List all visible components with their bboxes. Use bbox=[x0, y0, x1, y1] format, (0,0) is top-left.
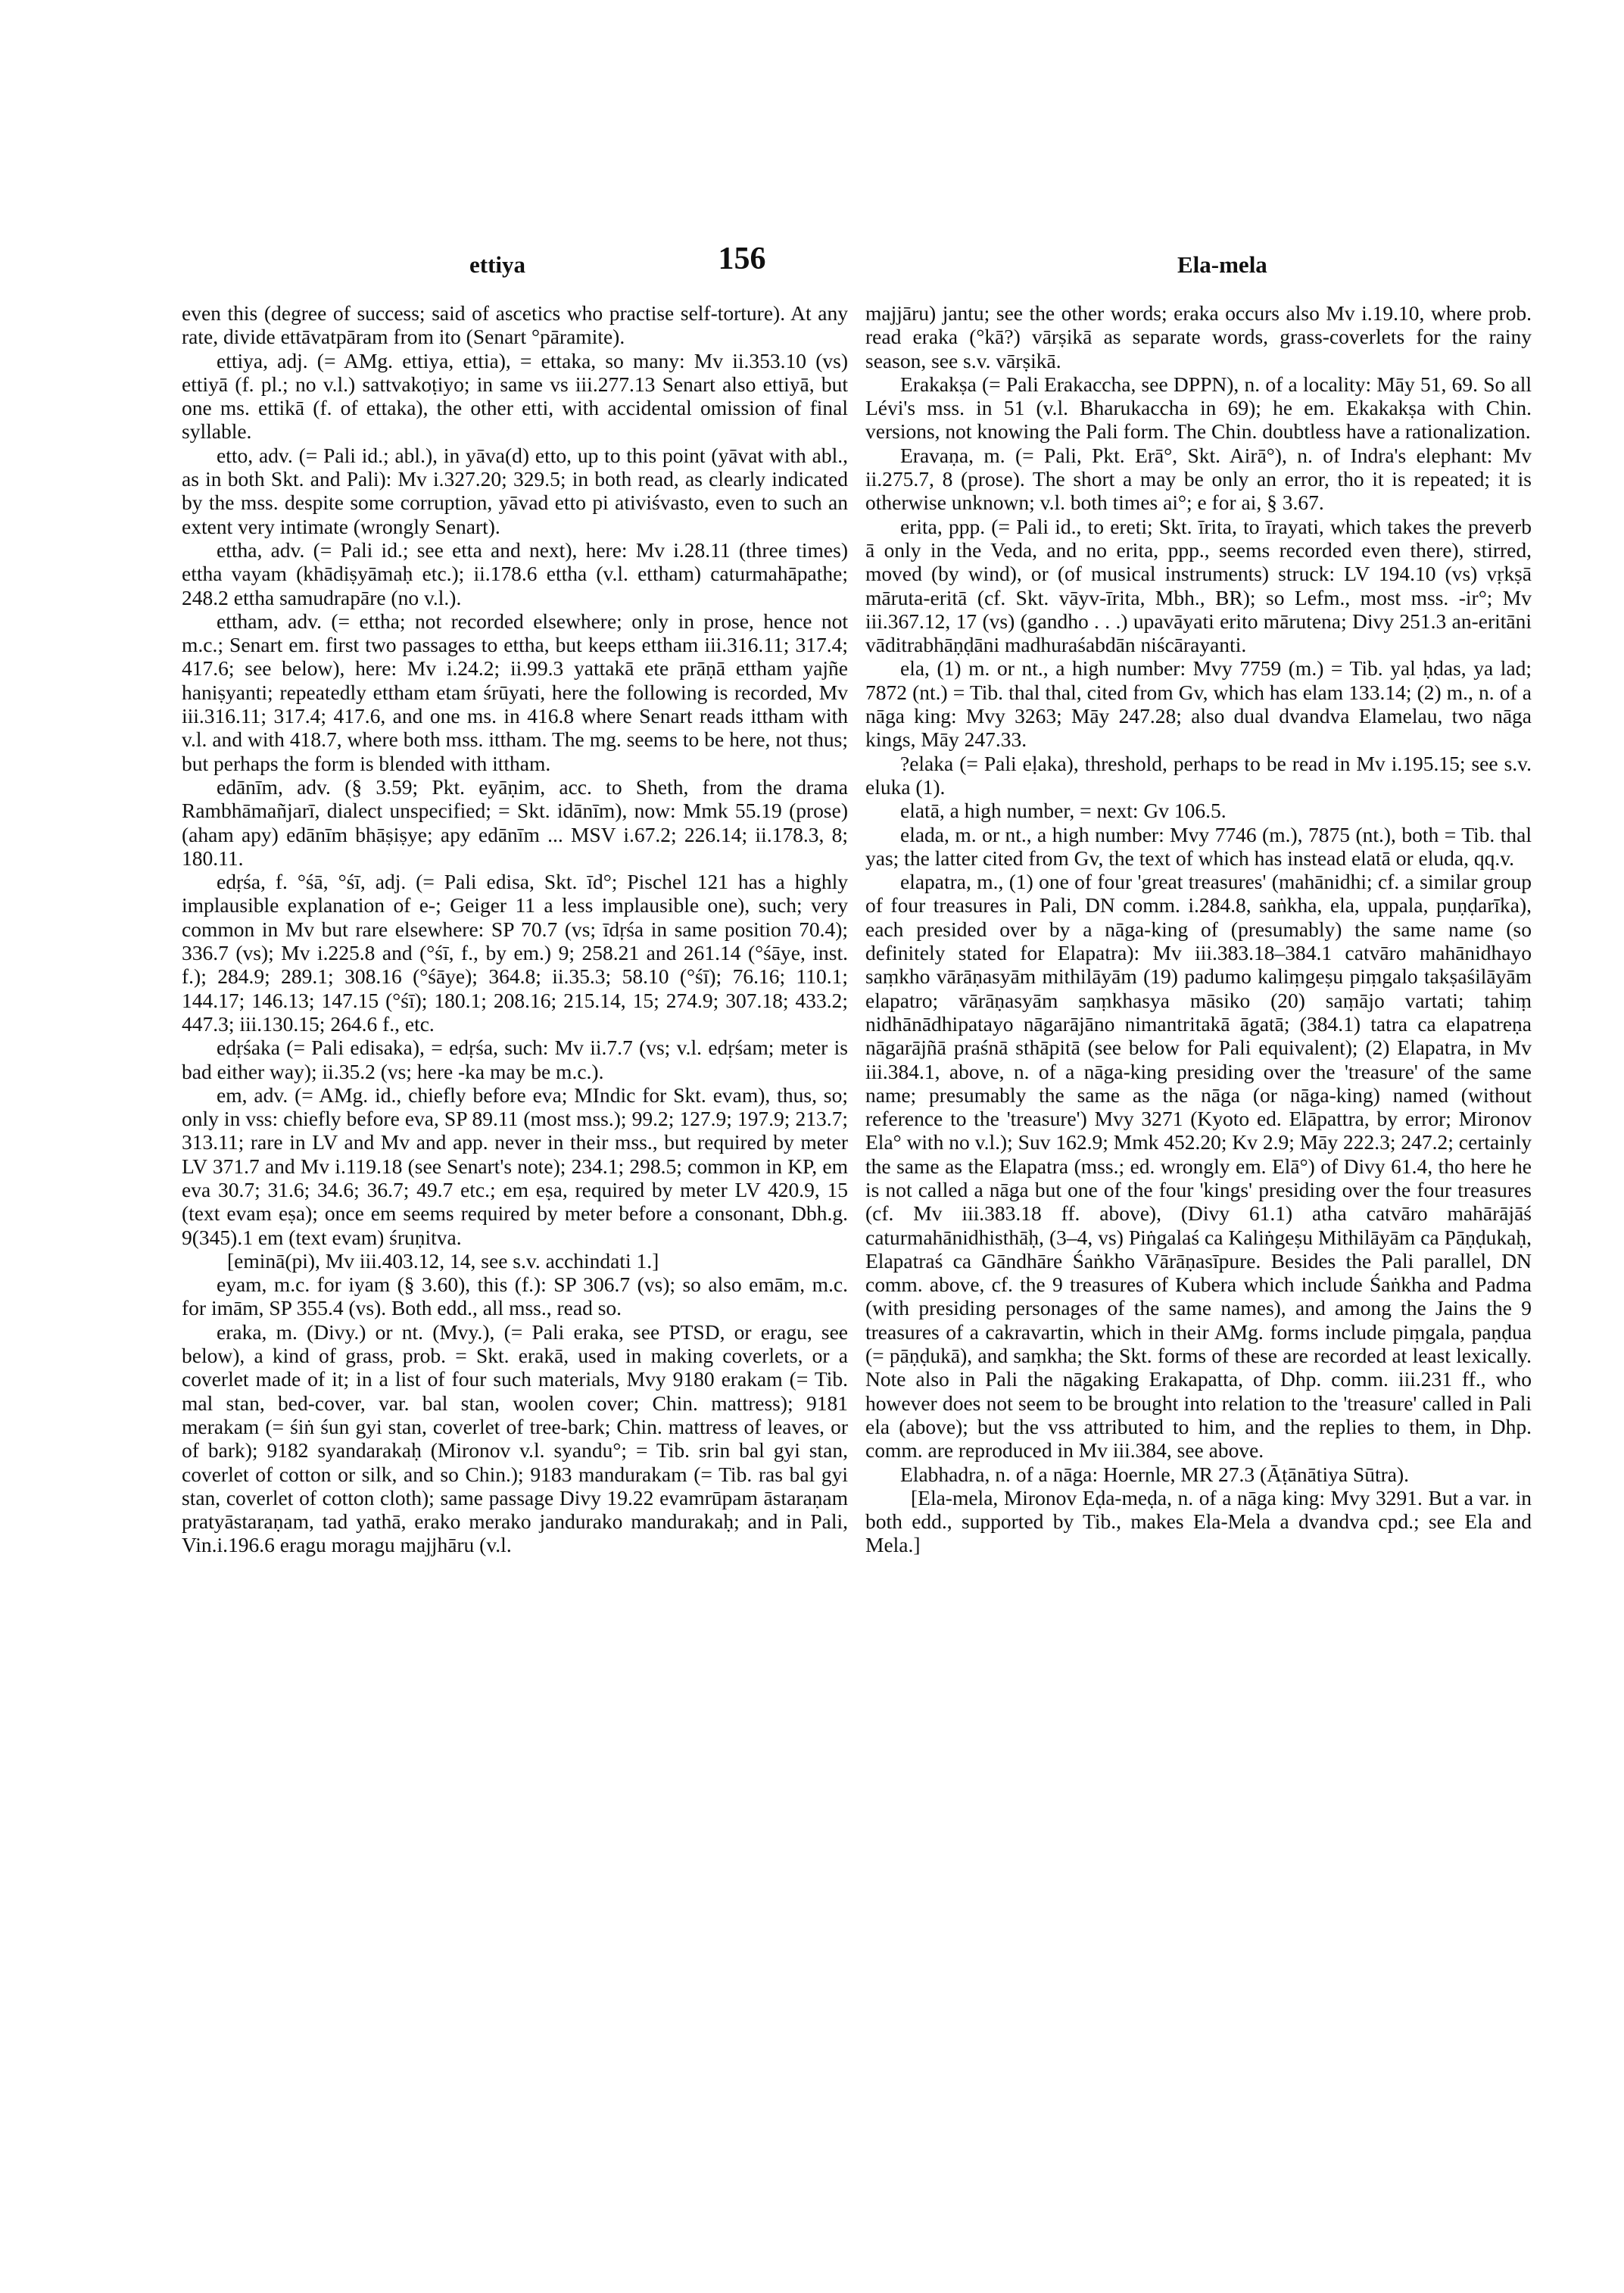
header-right-guideword: Ela-mela bbox=[1177, 251, 1267, 278]
entry-ela: ela, (1) m. or nt., a high number: Mvy 7759 (m.) = Tib. yal ḥdas, ya lad; 7872 (nt.) = Tib. thal thal, cited from Gv, which has elam 133.14; (2) m., n. of a nāga king: Mvy 3263; Māy 247.28; also dual dvandva Elamelau, two nāga kings, Māy 247.33. bbox=[865, 656, 1532, 752]
entry-elabhadra: Elabhadra, n. of a nāga: Hoernle, MR 27.3 (Āṭānātiya Sūtra). bbox=[900, 1462, 1410, 1486]
entry-erita: erita, ppp. (= Pali id., to ereti; Skt. īrita, to īrayati, which takes the preverb ā only in the Veda, and no erita, ppp., seems recorded even there), stirred, moved (by wind), or (of musical instruments) struck: LV 194.10 (vs) vṛkṣā māruta-eritā (cf. Skt. vāyv-īrita, Mbh., BR); so Lefm., most mss. -ir°; Mv iii.367.12, 17 (vs) (gandho . . .) upavāyati erito mārutena; Divy 251.3 an-eritāni vāditrabhāṇḍāni madhuraśabdān niścārayanti. bbox=[865, 514, 1532, 657]
entry-continuation: even this (degree of success; said of ascetics who practise self-torture). At any rate, divide ettāvatpāram from ito (Senart °pāramite). bbox=[182, 301, 848, 349]
left-column bbox=[182, 301, 848, 2270]
entry-elapatra: elapatra, m., (1) one of four 'great treasures' (mahānidhi; cf. a similar group of four treasures in Pali, DN comm. i.284.8, saṅkha, ela, uppala, puṇḍarīka), each presided over by a nāga-king of (presumably) the same name (so definitely stated for Elapatra): Mv iii.383.18–384.1 catvāro mahānidhayo saṃkho vārāṇasyām mithilāyām (19) padumo kaliṃgeṣu piṃgalo takṣaśilāyām elapatro; vārāṇasyām saṃkhasya māsiko (20) saṃājo vartati; tahiṃ nidhānādhipatayo nāgarājāno nimantritakā āgatā; (384.1) tatra ca elapatreṇa nāgarājñā praśnā sthāpitā (see below for Pali equivalent); (2) Elapatra, in Mv iii.384.1, above, n. of a nāga-king presiding over the 'treasure' of the same name; presumably the same as the nāga (or nāga-king) named (without reference to the 'treasure') Mvy 3271 (Kyoto ed. Elāpattra, by error; Mironov Ela° with no v.l.); Suv 162.9; Mmk 452.20; Kv 2.9; Māy 222.3; 247.2; certainly the same as the Elapatra (mss.; ed. wrongly em. Elā°) of Divy 61.4, tho here he is not called a nāga but one of the four 'kings' presiding over the four treasures (cf. Mv iii.383.18 ff. above), (Divy 61.1) atha catvāro mahārājāś caturmahānidhisthāḥ, (3–4, vs) Piṅgalaś ca Kaliṅgeṣu Mithilāyām ca Pāṇḍukaḥ, Elapatraś ca Gāndhāre Śaṅkho Vārāṇasīpure. Besides the Pali parallel, DN comm. above, cf. the 9 treasures of Kubera which include Śaṅkha and Padma (with presiding personages of the same names), and among the Jains the 9 treasures of a cakravartin, which in their AMg. forms include piṃgala, paṇḍua (= pāṇḍukā), and saṃkha; the Skt. forms of these are recorded at least lexically. Note also in Pali the nāgaking Erakapatta, of Dhp. comm. iii.231 ff., who however does not seem to be brought into relation to the 'treasure' called in Pali ela (above); but the vss attributed to him, and the replies to them, in Dhp. comm. are reproduced in Mv iii.384, see above. bbox=[865, 870, 1532, 1463]
entry-edanim: edānīm, adv. (§ 3.59; Pkt. eyāṇim, acc. to Sheth, from the drama Rambhāmañjarī, dialect unspecified; = Skt. idānīm), now: Mmk 55.19 (prose) (aham apy) edānīm bhāṣiṣye; apy edānīm ... MSV i.67.2; 226.14; ii.178.3, 8; 180.11. bbox=[182, 774, 848, 870]
entry-elaka: ?elaka (= Pali eḷaka), threshold, perhaps to be read in Mv i.195.15; see s.v. eluka (1). bbox=[865, 751, 1532, 799]
entry-emina: [eminā(pi), Mv iii.403.12, 14, see s.v. acchindati 1.] bbox=[227, 1248, 659, 1273]
entry-em: em, adv. (= AMg. id., chiefly before eva; MIndic for Skt. evam), thus, so; only in vss: chiefly before eva, SP 89.11 (most mss.); 99.2; 127.9; 197.9; 213.7; 313.11; rare in LV and Mv and app. never in their mss., but required by meter LV 371.7 and Mv i.119.18 (see Senart's note); 234.1; 298.5; common in KP, em eva 30.7; 31.6; 34.6; 36.7; 49.7 etc.; em eṣa, required by meter LV 420.9, 15 (text evam eṣa); once em seems required by meter before a consonant, Dbh.g. 9(345).1 em (text evam) śruṇitva. bbox=[182, 1083, 848, 1249]
entry-eraka: eraka, m. (Divy.) or nt. (Mvy.), (= Pali eraka, see PTSD, or eragu, see below), a kind of grass, prob. = Skt. erakā, used in making coverlets, or a coverlet made of it; in a list of four such materials, Mvy 9180 erakam (= Tib. mal stan, bed-cover, var. bal stan, woolen cover; Chin. mattress); 9181 merakam (= śiṅ śun gyi stan, coverlet of tree-bark; Chin. mattress of leaves, or of bark); 9182 syandarakaḥ (Mironov v.l. syandu°; = Tib. srin bal gyi stan, coverlet of cotton or silk, and so Chin.); 9183 mandurakam (= Tib. ras bal gyi stan, coverlet of cotton cloth); same passage Divy 19.22 evamrūpam āstaraṇam pratyāstaraṇam, tad yathā, erako merako jandurako mandurakaḥ; and in Pali, Vin.i.196.6 eragu moragu majjhāru (v.l. bbox=[182, 1319, 848, 1557]
entry-ettha: ettha, adv. (= Pali id.; see etta and next), here: Mv i.28.11 (three times) ettha vayam (khādiṣyāmaḥ etc.); ii.178.6 ettha (v.l. ettham) caturmahāpathe; 248.2 ettha samudrapāre (no v.l.). bbox=[182, 537, 848, 609]
entry-eravana: Eravaṇa, m. (= Pali, Pkt. Erā°, Skt. Airā°), n. of Indra's elephant: Mv ii.275.7, 8 (prose). The short a may be only an error, tho it is repeated; it is otherwise unknown; v.l. both times ai°; e for ai, § 3.67. bbox=[865, 443, 1532, 515]
page-header bbox=[182, 241, 1298, 286]
entry-erakaksa: Erakakṣa (= Pali Erakaccha, see DPPN), n. of a locality: Māy 51, 69. So all Lévi's mss. in 51 (v.l. Bharukaccha in 69); he em. Ekakakṣa with Chin. versions, not knowing the Pali form. The Chin. doubtless have a rationalization. bbox=[865, 372, 1532, 444]
right-column bbox=[865, 301, 1532, 2270]
entry-edrsa: edṛśa, f. °śā, °śī, adj. (= Pali edisa, Skt. īd°; Pischel 121 has a highly implausible explanation of e-; Geiger 11 a less implausible one), such; very common in Mv but rare elsewhere: SP 70.7 (vs; īdṛśa in same position 70.4); 336.7 (vs); Mv i.225.8 and (°śī, f., by em.) 9; 258.21 and 261.14 (°śāye, inst. f.); 284.9; 289.1; 308.16 (°śāye); 364.8; ii.35.3; 58.10 (°śī); 76.16; 110.1; 144.17; 146.13; 147.15 (°śī); 180.1; 208.16; 215.14, 15; 274.9; 307.18; 433.2; 447.3; iii.130.15; 264.6 f., etc. bbox=[182, 870, 848, 1036]
page-number: 156 bbox=[718, 241, 766, 276]
entry-eraka-continuation: majjāru) jantu; see the other words; eraka occurs also Mv i.19.10, where prob. read eraka (°kā?) vārṣikā as separate words, grass-coverlets for the rainy season, see s.v. vārṣikā. bbox=[865, 301, 1532, 372]
header-left-guideword: ettiya bbox=[469, 251, 526, 278]
entry-elata: elatā, a high number, = next: Gv 106.5. bbox=[900, 799, 1227, 823]
entry-ela-mela: [Ela-mela, Mironov Eḍa-meḍa, n. of a nāga king: Mvy 3291. But a var. in both edd., supported by Tib., makes Ela-Mela a dvandva cpd.; see Ela and Mela.] bbox=[865, 1485, 1532, 1557]
entry-eyam: eyam, m.c. for iyam (§ 3.60), this (f.): SP 306.7 (vs); so also emām, m.c. for imām, SP 355.4 (vs). Both edd., all mss., read so. bbox=[182, 1273, 848, 1320]
entry-elada: elada, m. or nt., a high number: Mvy 7746 (m.), 7875 (nt.), both = Tib. thal yas; the latter cited from Gv, the text of which has instead elatā or eluda, qq.v. bbox=[865, 822, 1532, 870]
entry-ettham: ettham, adv. (= ettha; not recorded elsewhere; only in prose, hence not m.c.; Senart em. first two passages to ettha, but keeps ettham iii.316.11; 317.4; 417.6; see below), here: Mv i.24.2; ii.99.3 yattakā ete prāṇā ettham yajñe haniṣyanti; repeatedly ettham etam śrūyati, here the following is recorded, Mv iii.316.11; 317.4; 417.6, and one ms. in 416.8 where Senart reads ittham with v.l. and with 418.7, where both mss. ittham. The mg. seems to be here, not thus; but perhaps the form is blended with ittham. bbox=[182, 609, 848, 775]
entry-ettiya: ettiya, adj. (= AMg. ettiya, ettia), = ettaka, so many: Mv ii.353.10 (vs) ettiyā (f. pl.; no v.l.) sattvakoṭiyo; in same vs iii.277.13 Senart also ettiyā, but one ms. ettikā (f. of ettaka), the other etti, with accidental omission of final syllable. bbox=[182, 348, 848, 444]
entry-etto: etto, adv. (= Pali id.; abl.), in yāva(d) etto, up to this point (yāvat with abl., as in both Skt. and Pali): Mv i.327.20; 329.5; in both read, as clearly indicated by the mss. despite some corruption, yāvad etto pi ativiśvasto, even to such an extent very intimate (wrongly Senart). bbox=[182, 443, 848, 538]
entry-edrsaka: edṛśaka (= Pali edisaka), = edṛśa, such: Mv ii.7.7 (vs; v.l. edṛśam; meter is bad either way); ii.35.2 (vs; here -ka may be m.c.). bbox=[182, 1036, 848, 1083]
